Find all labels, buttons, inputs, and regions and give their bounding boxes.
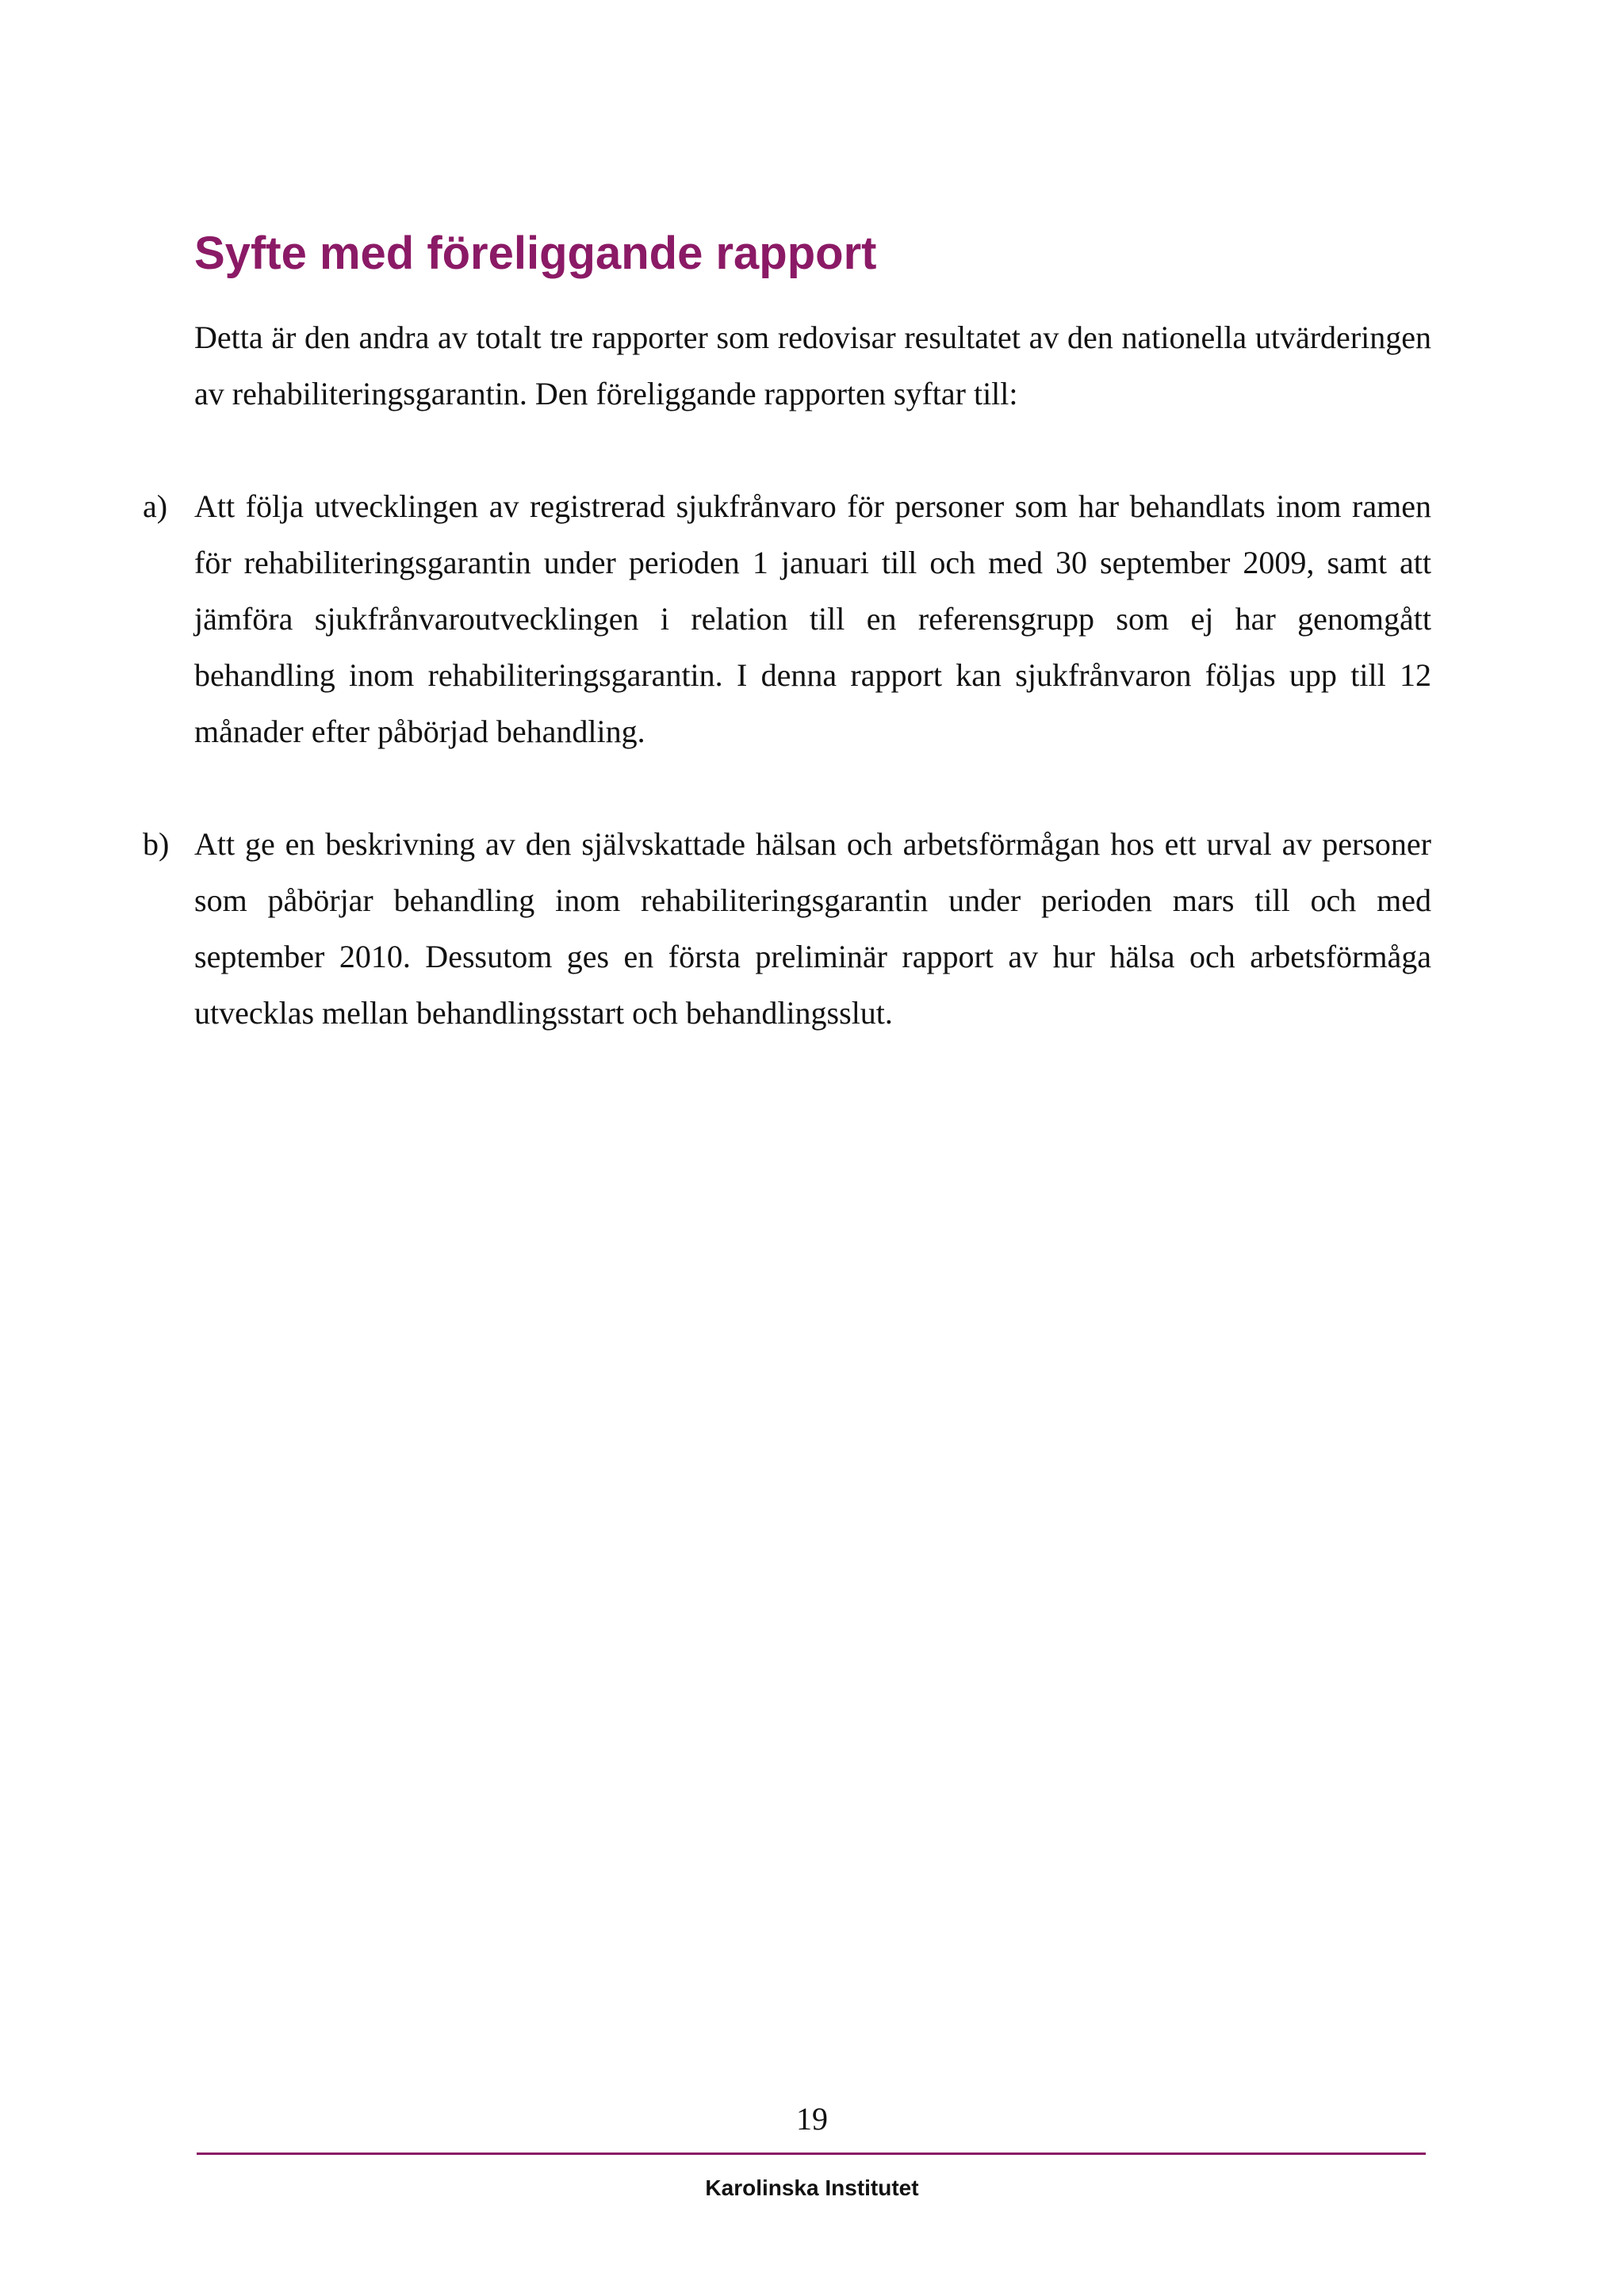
list-item-a <box>143 478 1431 760</box>
page-number: 19 <box>796 2101 828 2137</box>
page-content <box>143 222 1431 1041</box>
list-text-b: Att ge en beskrivning av den självskattade hälsan och arbetsförmågan hos ett urval av personer som påbörjar behandling inom rehabiliteringsgarantin under perioden mars till och med september 2010. Dessutom ges en första preliminär rapport av hur hälsa och arbetsförmåga utvecklas mellan behandlingsstart och behandlingsslut. <box>194 826 1431 1031</box>
section-heading: Syfte med föreliggande rapport <box>194 228 877 279</box>
list-marker-b: b) <box>143 826 170 862</box>
list-marker-a: a) <box>143 488 168 524</box>
footer-institution: Karolinska Institutet <box>705 2175 919 2200</box>
list-text-a: Att följa utvecklingen av registrerad sjukfrånvaro för personer som har behandlats inom ramen för rehabiliteringsgarantin under perioden 1 januari till och med 30 september 2009, samt att jämföra sjukfrånvaroutvecklingen i relation till en referensgrupp som ej har genomgått behandling inom rehabiliteringsgarantin. I denna rapport kan sjukfrånvaron följas upp till 12 månader efter påbörjad behandling. <box>194 488 1431 749</box>
footer-divider <box>197 2152 1426 2155</box>
intro-paragraph: Detta är den andra av totalt tre rapporter som redovisar resultatet av den nationella utvärderingen av rehabiliteringsgarantin. Den föreliggande rapporten syftar till: <box>194 320 1431 411</box>
list-item-b <box>143 816 1431 1041</box>
